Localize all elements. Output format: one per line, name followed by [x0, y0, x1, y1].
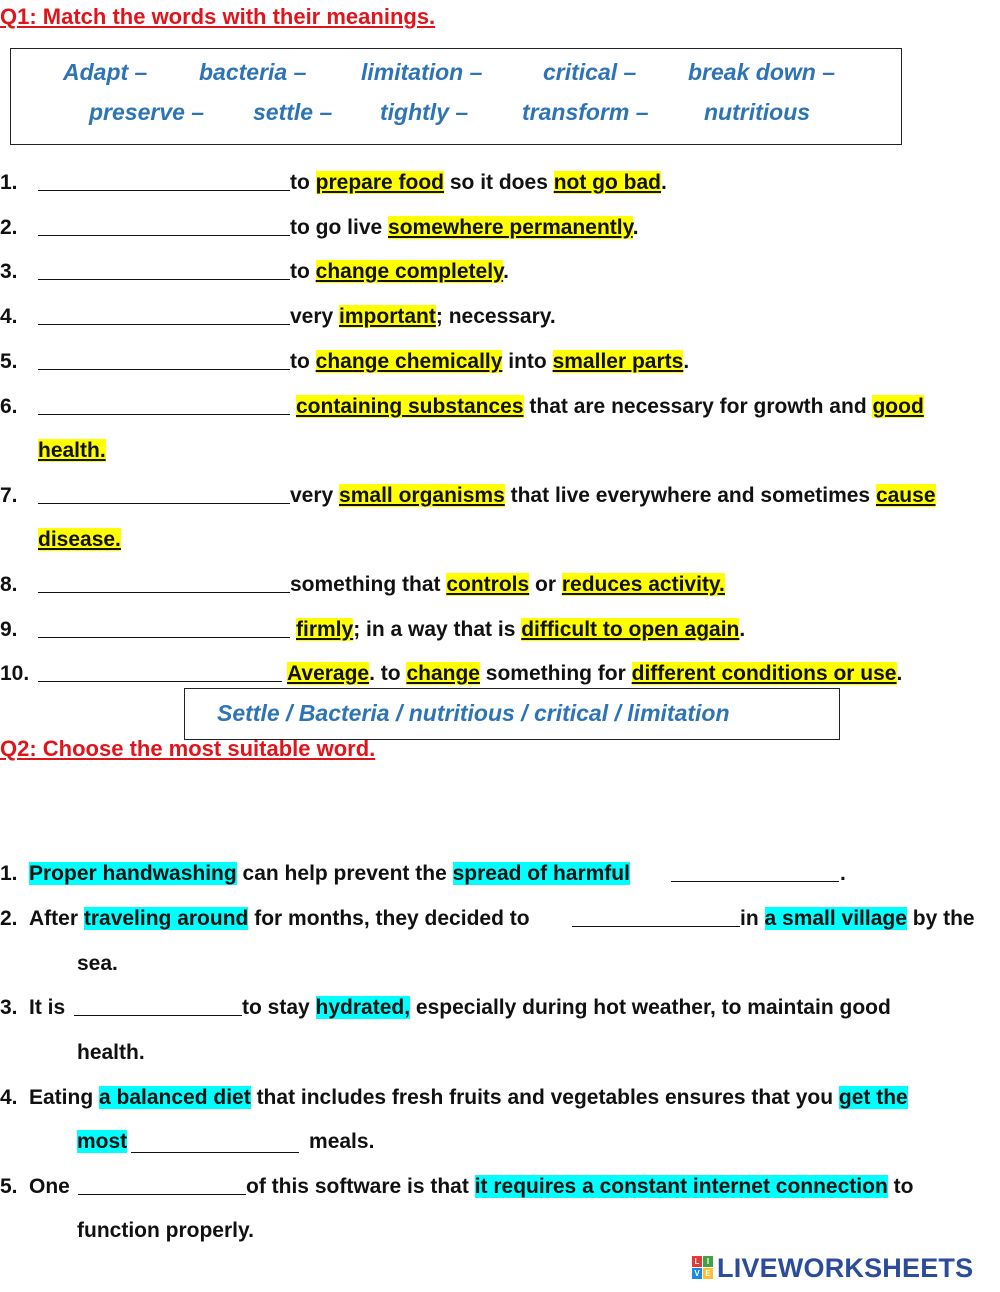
item-text: containing substances that are necessary for growth and good	[296, 395, 924, 418]
highlight-yellow: good	[872, 395, 924, 418]
q2-item: 5. One of this software is that it requires a constant internet connection to	[0, 1172, 1000, 1202]
word-bank-item: nutritious	[704, 99, 811, 125]
q1-item	[0, 615, 1000, 645]
q1-item	[0, 257, 1000, 287]
highlight-cyan: hydrated,	[315, 996, 411, 1019]
answer-blank[interactable]	[38, 570, 290, 593]
answer-blank[interactable]	[74, 993, 242, 1016]
item-continuation	[38, 436, 106, 466]
item-text: After traveling around for months, they decided to	[29, 907, 530, 930]
word-bank-item: bacteria –	[199, 59, 307, 85]
highlight-cyan: a balanced diet	[99, 1086, 251, 1109]
item-number: 1.	[0, 171, 18, 194]
word-bank-item: Adapt –	[63, 59, 148, 85]
item-text: to change chemically into smaller parts.	[290, 350, 690, 373]
highlight-yellow: reduces activity.	[561, 573, 725, 596]
item-text: in a small village by the	[740, 907, 975, 930]
highlight-cyan: spread of harmful	[452, 862, 630, 885]
q2-item: 1. Proper handwashing can help prevent the spread of harmful .	[0, 859, 1000, 889]
item-continuation: health.	[77, 1041, 145, 1064]
item-continuation: sea.	[77, 952, 118, 975]
highlight-yellow: disease.	[38, 528, 121, 551]
highlight-yellow: difficult to open again	[521, 618, 740, 641]
item-number: 7.	[0, 484, 18, 507]
answer-blank[interactable]	[38, 615, 290, 638]
q1-item	[0, 570, 1000, 600]
answer-blank[interactable]	[38, 257, 290, 280]
answer-blank[interactable]	[38, 213, 290, 236]
q2-word-box	[184, 688, 840, 740]
item-number: 5.	[0, 1175, 18, 1198]
item-text: something that controls or reduces activity.	[290, 573, 725, 596]
q1-item	[0, 392, 1000, 422]
answer-blank[interactable]	[38, 347, 290, 370]
item-number: 2.	[0, 907, 18, 930]
item-text: Average. to change something for different conditions or use.	[287, 662, 903, 685]
answer-blank[interactable]	[38, 392, 290, 415]
item-continuation	[38, 525, 121, 555]
word-bank-item: settle –	[253, 99, 333, 125]
item-number: 4.	[0, 1086, 18, 1109]
highlight-yellow: controls	[446, 573, 530, 596]
highlight-cyan: traveling around	[83, 907, 249, 930]
highlight-yellow: prepare food	[315, 171, 445, 194]
highlight-cyan: Proper handwashing	[29, 862, 237, 885]
item-number: 5.	[0, 350, 18, 373]
q1-item	[0, 347, 1000, 377]
item-continuation: function properly.	[77, 1219, 254, 1242]
item-number: 3.	[0, 996, 18, 1019]
item-number: 9.	[0, 618, 18, 641]
highlight-yellow: not go bad	[553, 171, 662, 194]
item-continuation: most meals.	[77, 1130, 375, 1153]
item-number: 3.	[0, 260, 18, 283]
item-text: very important; necessary.	[290, 305, 556, 328]
item-number: 10.	[0, 662, 30, 685]
q1-heading: Q1: Match the words with their meanings.	[0, 4, 436, 29]
q1-item	[0, 168, 1000, 198]
item-number: 2.	[0, 216, 18, 239]
word-bank-box	[10, 48, 902, 145]
highlight-yellow: smaller parts	[552, 350, 684, 373]
highlight-yellow: important	[339, 305, 436, 328]
word-bank-item: break down –	[688, 59, 835, 85]
q2-word-list: Settle / Bacteria / nutritious / critical / limitation	[217, 700, 730, 726]
answer-blank[interactable]	[78, 1172, 246, 1195]
word-bank-item: transform –	[522, 99, 649, 125]
q1-item	[0, 659, 1000, 689]
item-text: to stay hydrated, especially during hot weather, to maintain good	[242, 996, 891, 1019]
answer-blank[interactable]	[671, 859, 839, 882]
word-bank-item: preserve –	[89, 99, 205, 125]
q1-item	[0, 481, 1000, 511]
item-number: 6.	[0, 395, 18, 418]
highlight-cyan: get the	[838, 1086, 908, 1109]
item-number: 8.	[0, 573, 18, 596]
answer-blank[interactable]	[38, 168, 290, 191]
word-bank-item: tightly –	[380, 99, 469, 125]
item-number: 4.	[0, 305, 18, 328]
item-number: 1.	[0, 862, 18, 885]
highlight-yellow: change	[406, 662, 480, 685]
q2-item	[0, 1083, 1000, 1113]
word-bank-item: limitation –	[361, 59, 483, 85]
highlight-cyan: most	[77, 1130, 128, 1153]
answer-blank[interactable]	[131, 1130, 299, 1153]
q1-item	[0, 302, 1000, 332]
logo-icon: L I V E	[692, 1256, 714, 1280]
highlight-cyan: a small village	[764, 907, 907, 930]
highlight-yellow: change chemically	[315, 350, 503, 373]
word-bank-item: critical –	[543, 59, 637, 85]
item-text: to go live somewhere permanently.	[290, 216, 639, 239]
highlight-yellow: Average	[287, 662, 370, 685]
q2-item	[0, 904, 1000, 934]
item-text: to change completely.	[290, 260, 510, 283]
highlight-yellow: firmly	[296, 618, 354, 641]
answer-blank[interactable]	[38, 302, 290, 325]
logo-text: LIVEWORKSHEETS	[717, 1253, 974, 1283]
q2-item: 3. It is to stay hydrated, especially during hot weather, to maintain good	[0, 993, 1000, 1023]
highlight-cyan: it requires a constant internet connection	[474, 1175, 888, 1198]
item-text: firmly; in a way that is difficult to open again.	[296, 618, 746, 641]
item-text: very small organisms that live everywhere and sometimes cause	[290, 484, 936, 507]
highlight-yellow: containing substances	[296, 395, 524, 418]
item-text: of this software is that it requires a constant internet connection to	[246, 1175, 914, 1198]
highlight-yellow: different conditions or use	[631, 662, 897, 685]
item-text: to prepare food so it does not go bad.	[290, 171, 667, 194]
q1-item	[0, 213, 1000, 243]
answer-blank[interactable]	[38, 481, 290, 504]
highlight-yellow: small organisms	[339, 484, 505, 507]
highlight-yellow: somewhere permanently	[388, 216, 633, 239]
answer-blank[interactable]	[38, 659, 282, 682]
answer-blank[interactable]	[572, 904, 740, 927]
q2-heading: Q2: Choose the most suitable word.	[0, 736, 376, 761]
highlight-yellow: cause	[875, 484, 936, 507]
item-text: Eating a balanced diet that includes fresh fruits and vegetables ensures that you get the	[29, 1086, 908, 1109]
item-text: Proper handwashing can help prevent the spread of harmful	[29, 862, 630, 885]
highlight-yellow: health.	[38, 439, 106, 462]
highlight-yellow: change completely	[315, 260, 504, 283]
